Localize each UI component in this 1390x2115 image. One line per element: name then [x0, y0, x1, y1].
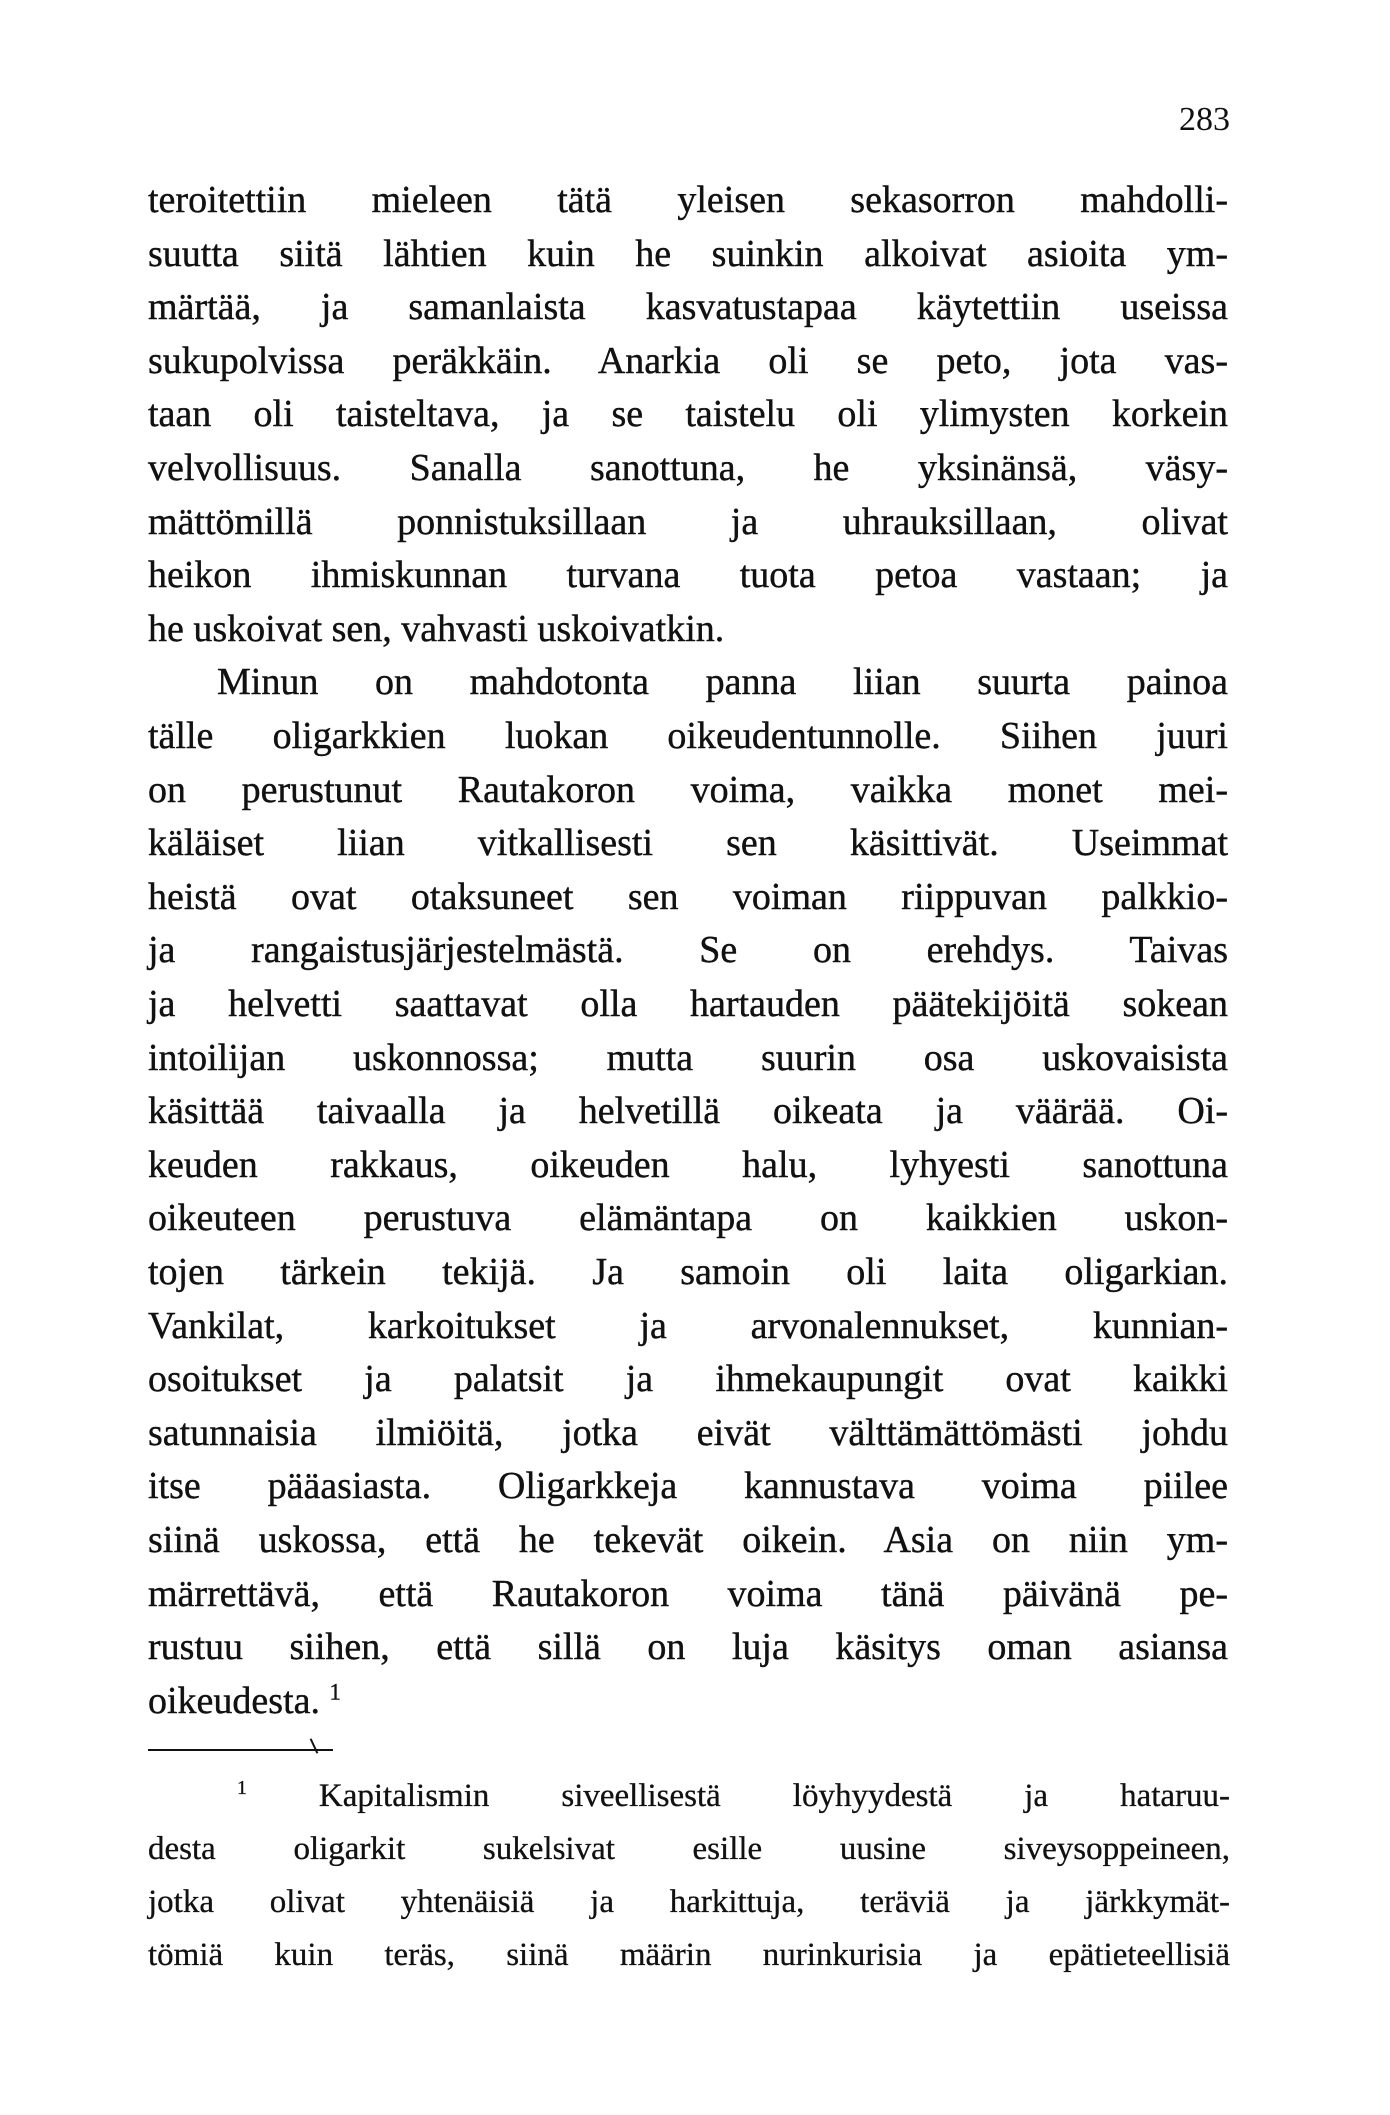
text-line: oikeudesta. $^1$ — [148, 1679, 341, 1722]
text-line: märtää, ja samanlaista kasvatustapaa käytettiin useissa — [148, 286, 1228, 329]
footnote-text: tömiä kuin teräs, siinä määrin nurinkurisia ja epätieteellisiä — [148, 1937, 1230, 1973]
text-line: mättömillä ponnistuksillaan ja uhrauksillaan, olivat — [148, 500, 1228, 543]
text-line: velvollisuus. Sanalla sanottuna, he yksinänsä, väsy- — [148, 447, 1228, 489]
text-line: heikon ihmiskunnan turvana tuota petoa vastaan; ja — [148, 554, 1228, 597]
text-line: oikeuteen perustuva elämäntapa on kaikkien uskon- — [148, 1197, 1228, 1240]
text-line: käsittää taivaalla ja helvetillä oikeata ja väärää. Oi- — [148, 1090, 1228, 1133]
footnote-separator — [148, 1749, 333, 1751]
footnote-line — [148, 1876, 1230, 1929]
text-line: märrettävä, että Rautakoron voima tänä päivänä pe- — [148, 1572, 1228, 1615]
text-line: rustuu siihen, että sillä on luja käsitys oman asiansa — [148, 1626, 1228, 1669]
footnote-line — [148, 1823, 1230, 1876]
text-line: suutta siitä lähtien kuin he suinkin alkoivat asioita ym- — [148, 232, 1228, 275]
footnote-text: jotka olivat yhtenäisiä ja harkittuja, teräviä ja järkkymät- — [148, 1884, 1230, 1920]
text-line: satunnaisia ilmiöitä, jotka eivät välttämättömästi johdu — [148, 1411, 1228, 1454]
text-line: teroitettiin mieleen tätä yleisen sekasorron mahdolli- — [148, 179, 1228, 221]
text-line: käläiset liian vitkallisesti sen käsittivät. Useimmat — [148, 822, 1228, 865]
text-line: Minun on mahdotonta panna liian suurta painoa — [217, 661, 1228, 704]
footnote-text: Kapitalismin siveellisestä löyhyydestä ja hataruu- — [318, 1778, 1231, 1814]
text-line: ja helvetti saattavat olla hartauden päätekijöitä sokean — [148, 983, 1228, 1025]
text-line: ja rangaistusjärjestelmästä. Se on erehdys. Taivas — [148, 929, 1228, 972]
footnote-line — [237, 1770, 1230, 1823]
footnote-marker: 1 — [237, 1777, 247, 1800]
footnote-line — [148, 1929, 1230, 1982]
separator-mark — [310, 1738, 319, 1753]
text-line: intoilijan uskonnossa; mutta suurin osa uskovaisista — [148, 1036, 1228, 1079]
text-line: tojen tärkein tekijä. Ja samoin oli laita oligarkian. — [148, 1251, 1228, 1293]
text-line: sukupolvissa peräkkäin. Anarkia oli se peto, jota vas- — [148, 339, 1228, 382]
text-line: osoitukset ja palatsit ja ihmekaupungit ovat kaikki — [148, 1358, 1228, 1401]
text-line: tälle oligarkkien luokan oikeudentunnolle. Siihen juuri — [148, 715, 1228, 757]
text-line: siinä uskossa, että he tekevät oikein. Asia on niin ym- — [148, 1519, 1228, 1561]
text-line: itse pääasiasta. Oligarkkeja kannustava voima piilee — [148, 1465, 1228, 1508]
text-line: Vankilat, karkoitukset ja arvonalennukset, kunnian- — [148, 1304, 1228, 1347]
footnote-text: desta oligarkit sukelsivat esille uusine siveysoppeineen, — [148, 1831, 1230, 1867]
text-line: keuden rakkaus, oikeuden halu, lyhyesti sanottuna — [148, 1143, 1228, 1186]
text-line: heistä ovat otaksuneet sen voiman riippuvan palkkio- — [148, 875, 1228, 918]
text-line: taan oli taisteltava, ja se taistelu oli ylimysten korkein — [148, 393, 1228, 436]
footnote-reference: 1 — [329, 1679, 341, 1705]
page-number: 283 — [1179, 101, 1230, 138]
text-line: he uskoivat sen, vahvasti uskoivatkin. — [148, 607, 725, 650]
text-line: on perustunut Rautakoron voima, vaikka monet mei- — [148, 768, 1228, 811]
